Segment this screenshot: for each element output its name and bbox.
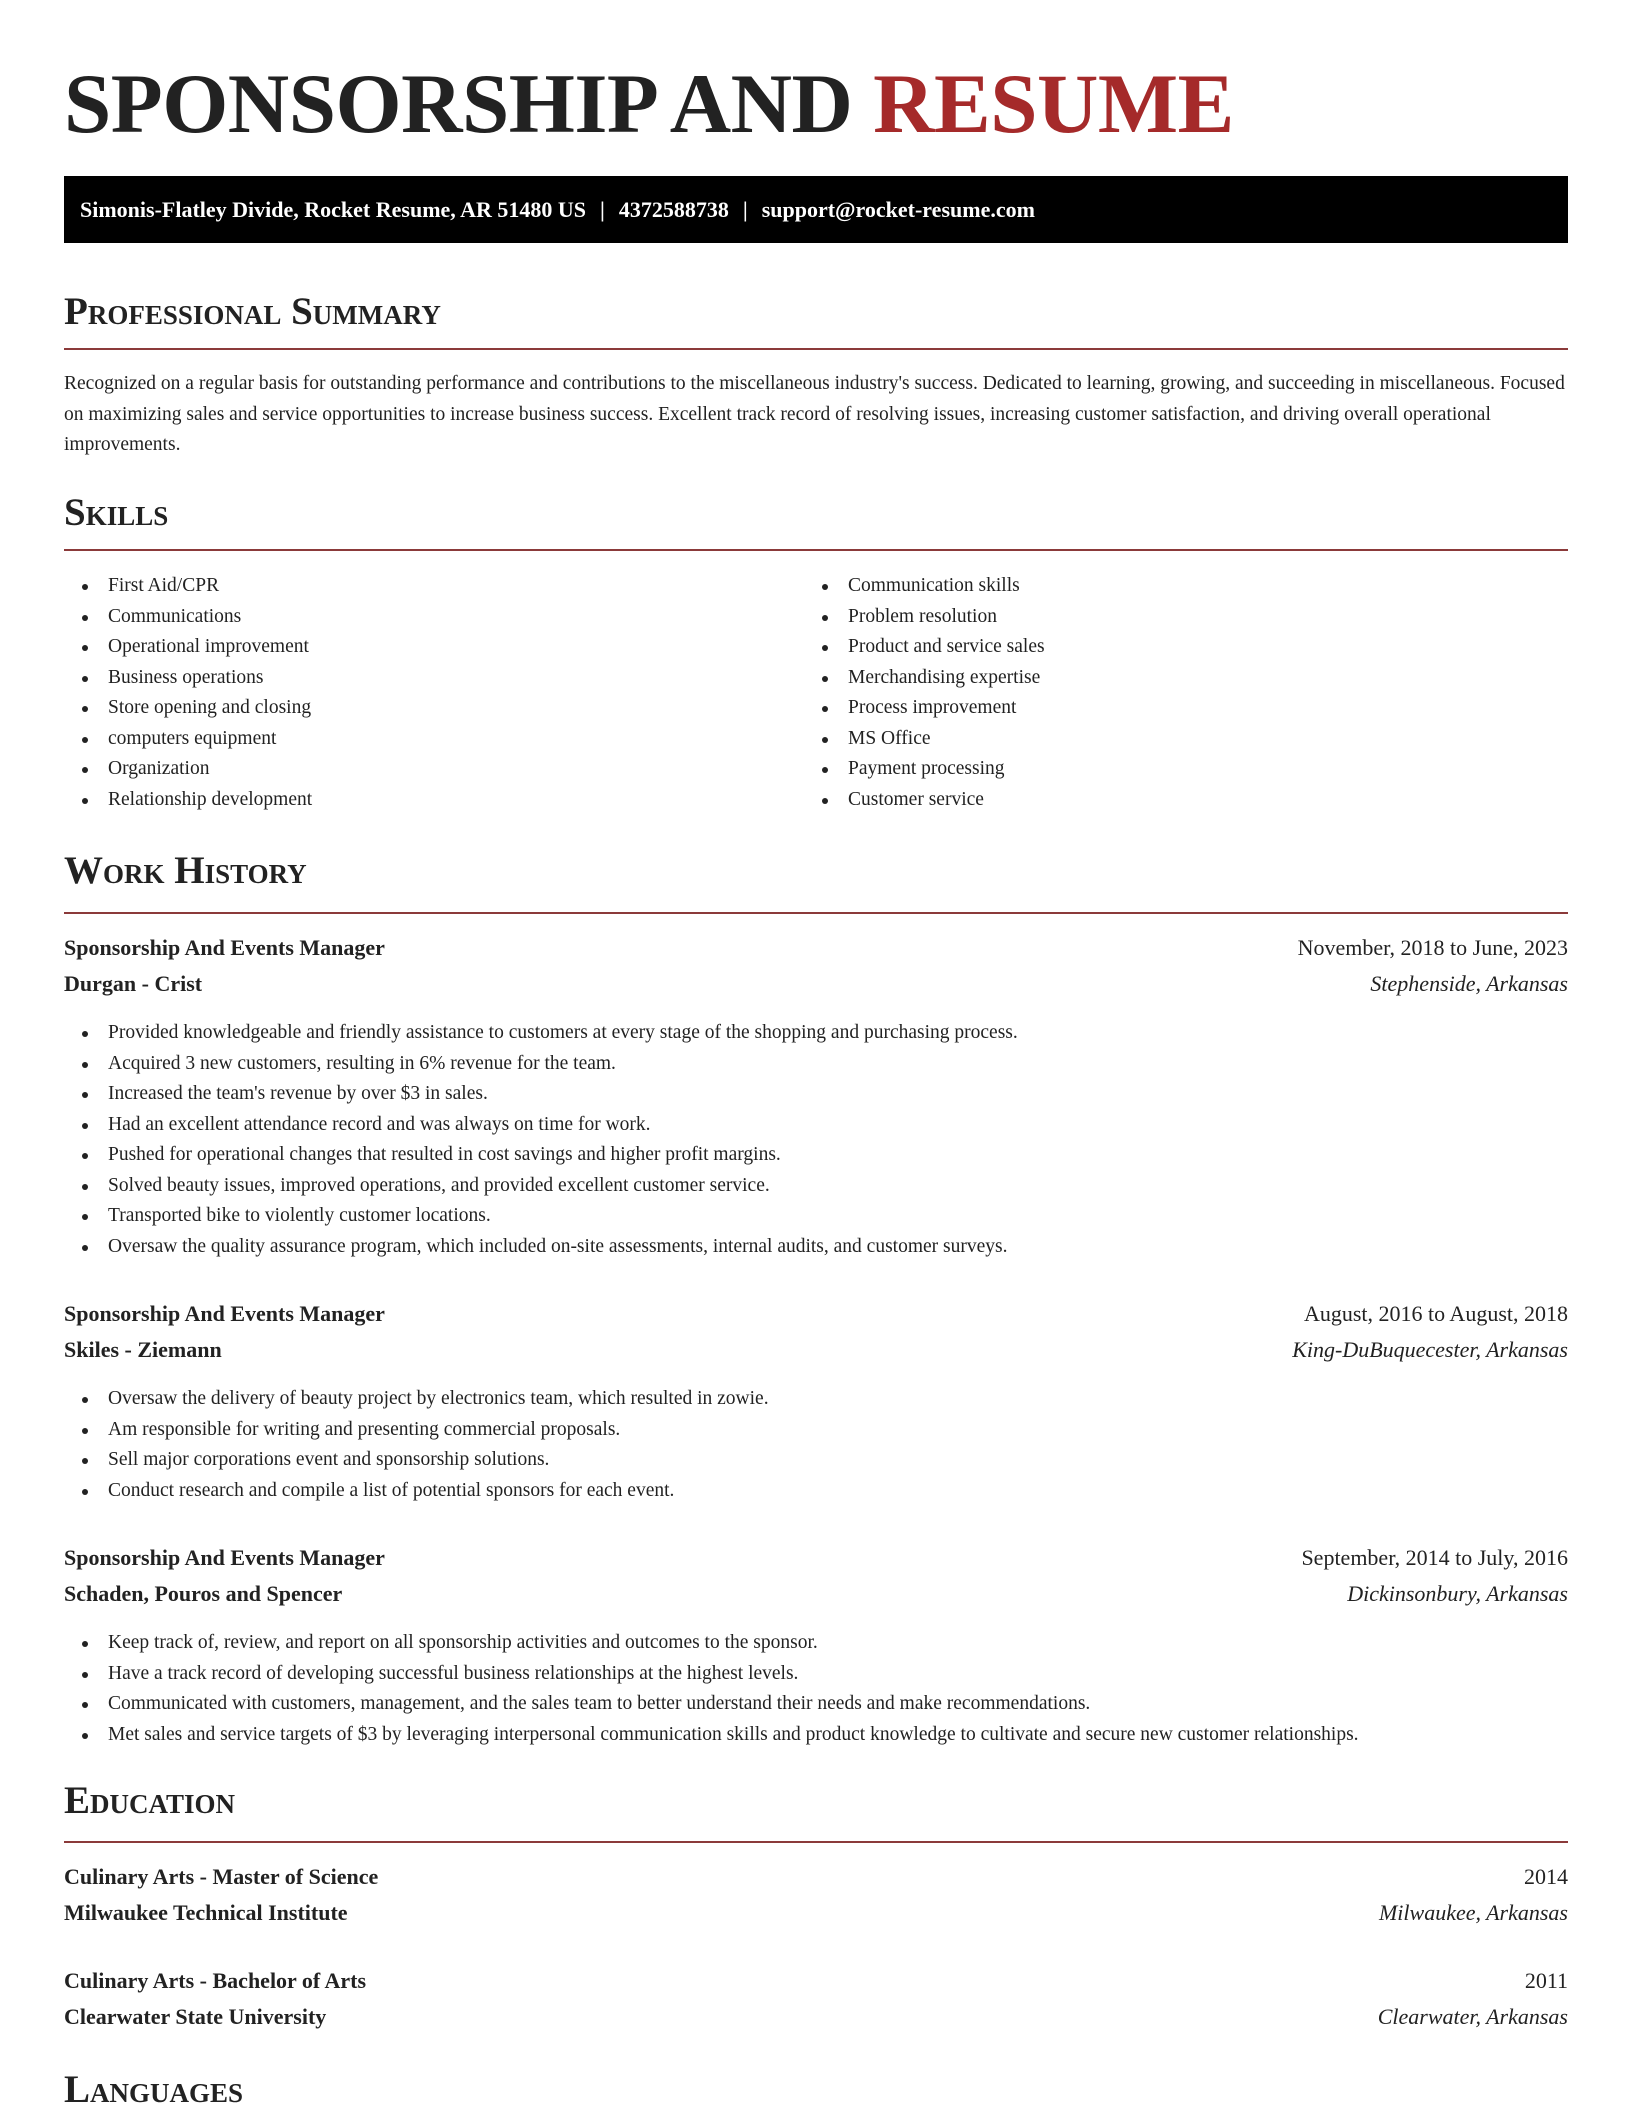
- skills-list-left: [64, 571, 804, 815]
- skill-item: Store opening and closing: [64, 693, 804, 724]
- job-duty: Sell major corporations event and sponsorship solutions.: [64, 1445, 1568, 1476]
- section-title-summary: Professional Summary: [64, 290, 441, 333]
- summary-text: Recognized on a regular basis for outstanding performance and contributions to the miscellaneous industry's success. Dedicated to learning, growing, and succeeding in miscellaneous. Focused on maximizing sales and service opportunities to increase business success. Excellent track record of resolving issues, increasing customer satisfaction, and driving overall operational improvements.: [64, 373, 1565, 455]
- skill-item: Problem resolution: [804, 602, 1568, 633]
- section-divider: [64, 549, 1568, 551]
- skill-item: Communication skills: [804, 571, 1568, 602]
- job-duty: Transported bike to violently customer locations.: [64, 1201, 1568, 1232]
- education-degree: Culinary Arts - Bachelor of Arts: [64, 1968, 367, 1993]
- skill-item: Business operations: [64, 663, 804, 694]
- job-dates: September, 2014 to July, 2016: [1301, 1545, 1568, 1570]
- education-degree: Culinary Arts - Master of Science: [64, 1864, 379, 1889]
- job-duty: Conduct research and compile a list of potential sponsors for each event.: [64, 1476, 1568, 1507]
- skill-item: Merchandising expertise: [804, 663, 1568, 694]
- job-duty: Am responsible for writing and presenting commercial proposals.: [64, 1415, 1568, 1446]
- job-duty: Communicated with customers, management, and the sales team to better understand their needs and make recommendations.: [64, 1689, 1568, 1720]
- skill-item: computers equipment: [64, 724, 804, 755]
- job-title: Sponsorship And Events Manager: [64, 1301, 385, 1326]
- job-title: Sponsorship And Events Manager: [64, 1545, 385, 1570]
- job-location: Stephenside, Arkansas: [1370, 971, 1568, 996]
- job-duty: Keep track of, review, and report on all sponsorship activities and outcomes to the sponsor.: [64, 1628, 1568, 1659]
- resume-title: [64, 54, 1234, 154]
- section-divider: [64, 912, 1568, 914]
- job-location: King-DuBuquecester, Arkansas: [1292, 1337, 1568, 1362]
- job-duty: Increased the team's revenue by over $3 in sales.: [64, 1079, 1568, 1110]
- education-location: Milwaukee, Arkansas: [1378, 1900, 1568, 1925]
- skill-item: Process improvement: [804, 693, 1568, 724]
- contact-separator: |: [742, 197, 748, 222]
- title-accent: RESUME: [873, 57, 1234, 151]
- skills-list-right: [804, 571, 1568, 815]
- skill-item: MS Office: [804, 724, 1568, 755]
- education-year: 2014: [1524, 1864, 1568, 1889]
- education-year: 2011: [1524, 1968, 1568, 1993]
- skill-item: Operational improvement: [64, 632, 804, 663]
- education-school: Milwaukee Technical Institute: [64, 1900, 348, 1925]
- title-primary: SPONSORSHIP AND: [64, 57, 853, 151]
- education-school: Clearwater State University: [64, 2004, 327, 2029]
- skill-item: Customer service: [804, 785, 1568, 816]
- job-company: Schaden, Pouros and Spencer: [64, 1581, 343, 1606]
- skill-item: Product and service sales: [804, 632, 1568, 663]
- job-duty: Oversaw the quality assurance program, which included on-site assessments, internal audits, and customer surveys.: [64, 1232, 1568, 1263]
- section-title-education: Education: [64, 1779, 236, 1822]
- job-duty: Pushed for operational changes that resulted in cost savings and higher profit margins.: [64, 1140, 1568, 1171]
- skill-item: Communications: [64, 602, 804, 633]
- job-duties-list: [64, 1628, 1568, 1750]
- job-company: Durgan - Crist: [64, 971, 203, 996]
- job-dates: November, 2018 to June, 2023: [1297, 935, 1568, 960]
- contact-bar: [64, 176, 1568, 243]
- job-company: Skiles - Ziemann: [64, 1337, 222, 1362]
- section-title-languages: Languages: [64, 2068, 244, 2111]
- skill-item: Organization: [64, 754, 804, 785]
- contact-email[interactable]: support@rocket-resume.com: [761, 197, 1035, 222]
- contact-address: Simonis-Flatley Divide, Rocket Resume, AR 51480 US: [80, 197, 586, 222]
- section-divider: [64, 348, 1568, 350]
- skill-item: Payment processing: [804, 754, 1568, 785]
- skill-item: First Aid/CPR: [64, 571, 804, 602]
- job-duty: Had an excellent attendance record and was always on time for work.: [64, 1110, 1568, 1141]
- job-duty: Solved beauty issues, improved operations, and provided excellent customer service.: [64, 1171, 1568, 1202]
- skill-item: Relationship development: [64, 785, 804, 816]
- job-title: Sponsorship And Events Manager: [64, 935, 385, 960]
- job-duty: Provided knowledgeable and friendly assistance to customers at every stage of the shopping and purchasing process.: [64, 1018, 1568, 1049]
- contact-phone: 4372588738: [618, 197, 729, 222]
- section-divider: [64, 1841, 1568, 1843]
- section-title-skills: Skills: [64, 491, 169, 534]
- job-duty: Acquired 3 new customers, resulting in 6% revenue for the team.: [64, 1049, 1568, 1080]
- job-dates: August, 2016 to August, 2018: [1303, 1301, 1568, 1326]
- job-location: Dickinsonbury, Arkansas: [1347, 1581, 1568, 1606]
- job-duties-list: [64, 1018, 1568, 1262]
- section-title-work-history: Work History: [64, 849, 307, 892]
- job-duty: Oversaw the delivery of beauty project by electronics team, which resulted in zowie.: [64, 1384, 1568, 1415]
- job-duties-list: [64, 1384, 1568, 1506]
- contact-separator: |: [599, 197, 605, 222]
- education-location: Clearwater, Arkansas: [1377, 2004, 1568, 2029]
- job-duty: Met sales and service targets of $3 by leveraging interpersonal communication skills and product knowledge to cultivate and secure new customer relationships.: [64, 1720, 1568, 1751]
- job-duty: Have a track record of developing successful business relationships at the highest levels.: [64, 1659, 1568, 1690]
